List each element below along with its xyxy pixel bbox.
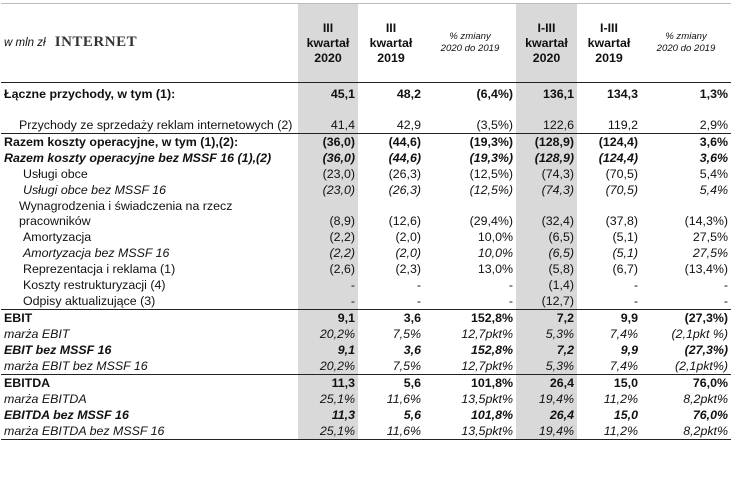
col-header-line: kwartał [587, 35, 631, 50]
value-cell: 19,4% [516, 423, 577, 440]
value-cell: (23,0) [298, 182, 358, 198]
value-cell: 7,2 [516, 310, 577, 327]
table-row-marketing [1, 261, 731, 277]
value-cell: (44,6) [358, 134, 424, 151]
value-cell: (124,4) [577, 134, 641, 151]
value-cell: 41,4 [298, 102, 358, 134]
table-row-depreciation [1, 229, 731, 245]
value-cell: (6,7) [612, 262, 638, 276]
table-row-external-services-ex-ifrs16 [1, 182, 731, 198]
value-cell: 101,8% [470, 408, 513, 422]
value-cell: 7,4% [609, 327, 638, 341]
col-header-line: % zmiany [665, 31, 707, 42]
value-cell: (13,4%) [684, 262, 728, 276]
value-cell: (70,5) [605, 183, 638, 197]
col-header-q3-2020 [298, 4, 358, 83]
value-cell: 5,3% [516, 358, 577, 375]
value-cell: (124,4) [598, 151, 638, 165]
value-cell: 45,1 [298, 86, 358, 102]
value-cell: 15,0 [613, 408, 638, 422]
value-cell: 13,5pkt% [461, 424, 513, 438]
value-cell: - [723, 294, 728, 308]
value-cell: 9,9 [620, 343, 638, 357]
table-row-total-opex [1, 134, 731, 151]
row-label: EBIT bez MSSF 16 [4, 343, 112, 357]
value-cell: (19,3%) [469, 151, 513, 165]
value-cell: (44,6) [388, 151, 421, 165]
row-label: Amortyzacja [23, 230, 92, 244]
value-cell: 13,0% [477, 262, 513, 276]
value-cell: 10,0% [477, 230, 513, 244]
col-header-line: 2020 do 2019 [440, 43, 500, 54]
col-header-line: III [322, 20, 334, 35]
value-cell: 12,7pkt% [461, 327, 513, 341]
value-cell: 11,6% [386, 392, 421, 406]
value-cell: (2,2) [298, 245, 358, 261]
col-header-line: kwartał [525, 35, 568, 50]
value-cell: (37,8) [605, 214, 638, 228]
value-cell: 7,4% [609, 359, 638, 373]
value-cell: 27,5% [692, 230, 728, 244]
value-cell: 152,8% [470, 343, 513, 357]
row-label: Wynagrodzenia i świadczenia na rzecz pracowników [19, 199, 233, 228]
value-cell: 152,8% [424, 310, 516, 327]
value-cell: 10,0% [477, 246, 513, 260]
value-cell: (29,4%) [469, 214, 513, 228]
value-cell: - [723, 278, 728, 292]
value-cell: (5,8) [516, 261, 577, 277]
row-label: marża EBIT bez MSSF 16 [4, 359, 148, 373]
col-header-line: 2020 [314, 50, 342, 65]
row-label: Koszty restrukturyzacji (4) [23, 278, 166, 292]
value-cell: 3,6 [358, 310, 424, 327]
value-cell: 101,8% [424, 375, 516, 392]
table-row-depreciation-ex-ifrs16 [1, 245, 731, 261]
value-cell: 76,0% [692, 408, 728, 422]
col-header-line: kwartał [306, 35, 350, 50]
row-label: marża EBITDA [4, 392, 87, 406]
value-cell: 3,6% [641, 134, 731, 151]
value-cell: (2,0) [395, 246, 421, 260]
value-cell: (2,3) [395, 262, 421, 276]
value-cell: 5,6 [358, 375, 424, 392]
value-cell: (2,0) [395, 230, 421, 244]
value-cell: 134,3 [606, 87, 638, 101]
value-cell: 3,6% [699, 151, 728, 165]
value-cell: 25,1% [298, 423, 358, 440]
value-cell: (32,4) [516, 198, 577, 229]
table-row-total-opex-ex-ifrs16 [1, 150, 731, 166]
value-cell: 27,5% [692, 246, 728, 260]
col-header-q1-3-2019 [577, 4, 641, 83]
table-row-ebitda [1, 375, 731, 392]
table-row-ebit [1, 310, 731, 327]
value-cell: (19,3%) [424, 134, 516, 151]
value-cell: 5,6 [403, 408, 421, 422]
value-cell: 11,3 [298, 375, 358, 392]
col-header-line: % zmiany [449, 31, 491, 42]
row-label: Usługi obce [23, 167, 88, 181]
table-row-ebitda-margin [1, 391, 731, 407]
value-cell: - [633, 278, 638, 292]
value-cell: 8,2pkt% [683, 392, 728, 406]
value-cell: (5,1) [612, 246, 638, 260]
segment-title: INTERNET [54, 34, 138, 50]
value-cell: (23,0) [298, 166, 358, 182]
internet-segment-table [1, 3, 731, 440]
value-cell: (12,5%) [469, 183, 513, 197]
col-header-line: I-III [537, 20, 556, 35]
value-cell: (2,2) [298, 229, 358, 245]
col-header-line: 2020 [532, 50, 561, 65]
value-cell: 48,2 [396, 87, 421, 101]
value-cell: (14,3%) [684, 214, 728, 228]
value-cell: 136,1 [516, 86, 577, 102]
col-header-q3-2019 [358, 4, 424, 83]
value-cell: 3,6 [403, 343, 421, 357]
value-cell: (1,4) [516, 277, 577, 293]
value-cell: (6,5) [516, 229, 577, 245]
col-header-line: 2019 [595, 50, 623, 65]
table-row-ebit-ex-ifrs16 [1, 342, 731, 358]
value-cell: 9,1 [298, 342, 358, 358]
row-label: Razem koszty operacyjne, w tym (1),(2): [1, 134, 298, 151]
value-cell: 7,5% [392, 359, 421, 373]
value-cell: 9,9 [577, 310, 641, 327]
row-label: EBITDA bez MSSF 16 [4, 408, 129, 422]
value-cell: (8,9) [298, 198, 358, 229]
col-header-line: I-III [600, 20, 618, 35]
value-cell: 119,2 [607, 118, 638, 132]
value-cell: 26,4 [516, 375, 577, 392]
row-label: marża EBIT [4, 327, 70, 341]
table-row-internet-ad-revenue [1, 102, 731, 134]
value-cell: 15,0 [577, 375, 641, 392]
col-header-line: III [385, 20, 397, 35]
value-cell: (2,1pkt %) [671, 327, 728, 341]
value-cell: 5,4% [699, 167, 728, 181]
table-row-impairment [1, 293, 731, 310]
table-row-ebit-margin [1, 326, 731, 342]
table-row-external-services [1, 166, 731, 182]
value-cell: 20,2% [298, 326, 358, 342]
value-cell: - [508, 294, 513, 308]
value-cell: (70,5) [605, 167, 638, 181]
value-cell: (6,4%) [476, 87, 513, 101]
table-row-total-revenue [1, 86, 731, 102]
row-label: Łączne przychody, w tym (1): [4, 87, 176, 101]
value-cell: (12,7) [516, 293, 577, 310]
value-cell: 8,2pkt% [683, 424, 728, 438]
value-cell: 5,4% [699, 183, 728, 197]
value-cell: 20,2% [298, 358, 358, 375]
row-label: Razem koszty operacyjne bez MSSF 16 (1),(2) [4, 151, 272, 165]
value-cell: (26,3) [388, 167, 421, 181]
value-cell: 76,0% [641, 375, 731, 392]
value-cell: (26,3) [388, 183, 421, 197]
value-cell: (2,6) [298, 261, 358, 277]
value-cell: 11,6% [386, 424, 421, 438]
value-cell: (5,1) [612, 230, 638, 244]
unit-label: w mln zł [4, 37, 46, 49]
value-cell: (3,5%) [476, 118, 513, 132]
value-cell: (12,5%) [469, 167, 513, 181]
value-cell: 26,4 [516, 407, 577, 423]
value-cell: 7,2 [516, 342, 577, 358]
value-cell: (36,0) [298, 150, 358, 166]
value-cell: - [508, 278, 513, 292]
row-label: Reprezentacja i reklama (1) [23, 262, 176, 276]
value-cell: - [633, 294, 638, 308]
value-cell: 5,3% [516, 326, 577, 342]
value-cell: 2,9% [699, 118, 728, 132]
value-cell: 19,4% [516, 391, 577, 407]
col-header-line: 2019 [377, 50, 405, 65]
value-cell: (36,0) [298, 134, 358, 151]
value-cell: 11,3 [298, 407, 358, 423]
header-row [1, 4, 731, 83]
table-row-salaries-benefits [1, 198, 731, 229]
value-cell: (12,6) [388, 214, 421, 228]
table-row-ebitda-ex-ifrs16 [1, 407, 731, 423]
value-cell: (2,1pkt%) [674, 359, 728, 373]
value-cell: 9,1 [298, 310, 358, 327]
col-header-q1-3-2020 [516, 4, 577, 83]
table-row-ebit-margin-ex-ifrs16 [1, 358, 731, 375]
col-header-change-q3 [424, 4, 516, 83]
value-cell: (6,5) [516, 245, 577, 261]
value-cell: - [416, 294, 421, 308]
value-cell: 25,1% [298, 391, 358, 407]
col-header-line: 2020 do 2019 [656, 43, 716, 54]
value-cell: (128,9) [516, 134, 577, 151]
value-cell: (74,3) [516, 182, 577, 198]
row-label: marża EBITDA bez MSSF 16 [4, 424, 165, 438]
value-cell: (27,3%) [641, 310, 731, 327]
value-cell: 42,9 [396, 118, 421, 132]
value-cell: (128,9) [516, 150, 577, 166]
row-label: Przychody ze sprzedaży reklam internetowych (2) [19, 118, 293, 132]
row-label: EBITDA [1, 375, 298, 392]
value-cell: (27,3%) [684, 343, 728, 357]
table-row-ebitda-margin-ex-ifrs16 [1, 423, 731, 440]
col-header-line: kwartał [369, 35, 413, 50]
value-cell: (74,3) [516, 166, 577, 182]
value-cell: 1,3% [699, 87, 728, 101]
table-row-restructuring-costs [1, 277, 731, 293]
value-cell: 13,5pkt% [461, 392, 513, 406]
row-label: EBIT [1, 310, 298, 327]
value-cell: 11,2% [603, 392, 638, 406]
col-header-change-ytd [641, 4, 731, 83]
value-cell: 7,5% [392, 327, 421, 341]
row-label: Amortyzacja bez MSSF 16 [23, 246, 170, 260]
row-label: Odpisy aktualizujące (3) [23, 294, 156, 308]
header-label [1, 4, 298, 83]
value-cell: 11,2% [603, 424, 638, 438]
value-cell: 122,6 [516, 102, 577, 134]
value-cell: 12,7pkt% [461, 359, 513, 373]
row-label: Usługi obce bez MSSF 16 [23, 183, 167, 197]
value-cell: - [416, 278, 421, 292]
value-cell: - [298, 293, 358, 310]
value-cell: - [298, 277, 358, 293]
